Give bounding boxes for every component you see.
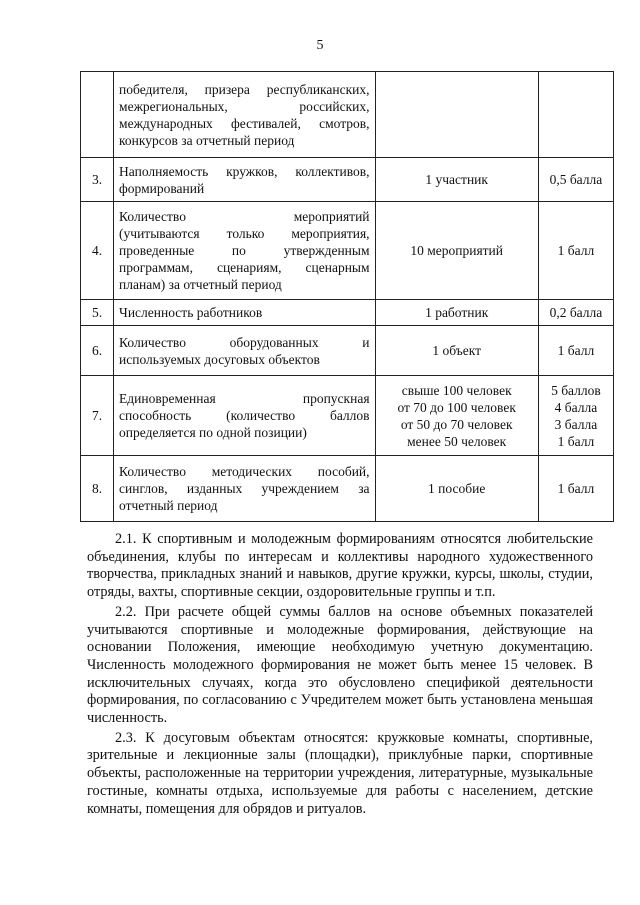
unit-of-measure bbox=[375, 158, 538, 202]
criterion-text-line: планам) за отчетный период bbox=[119, 277, 282, 292]
paragraph-2-2: 2.2. При расчете общей суммы баллов на основе объемных показателей учитываются спортивные и молодежные формирования, действующие на основании Положения, имеющие необходимую учетную документацию. Численность молодежного формирования не может быть менее 15 человек. В исключительных случаях, когда это обусловлено спецификой деятельности формирования, по согласованию с Учредителем может быть установлена меньшая численность. bbox=[87, 603, 593, 727]
table-row bbox=[81, 72, 614, 158]
criterion-text-line: используемых досуговых объектов bbox=[119, 351, 320, 367]
score-value-line: 0,2 балла bbox=[549, 305, 603, 320]
criterion-text-line: формирований bbox=[119, 180, 205, 196]
row-number: 5. bbox=[81, 300, 114, 326]
criterion-text-line: способность (количество баллов bbox=[119, 408, 370, 423]
criterion-text-line: Численность работников bbox=[119, 305, 263, 320]
score-value-line: 1 балл bbox=[557, 433, 595, 449]
table-row bbox=[81, 376, 614, 456]
table-row bbox=[81, 326, 614, 376]
row-number bbox=[81, 72, 114, 158]
score-value bbox=[538, 376, 613, 456]
criterion-text-line: Количество мероприятий bbox=[119, 209, 370, 224]
table-row bbox=[81, 158, 614, 202]
score-value bbox=[538, 456, 613, 522]
table-row bbox=[81, 456, 614, 522]
criterion-text bbox=[114, 456, 375, 522]
unit-of-measure bbox=[375, 326, 538, 376]
row-number: 4. bbox=[81, 202, 114, 300]
unit-of-measure-line: 1 пособие bbox=[428, 481, 486, 496]
row-number: 7. bbox=[81, 376, 114, 456]
criterion-text-line: Количество методических пособий, bbox=[119, 464, 370, 479]
unit-of-measure-line: менее 50 человек bbox=[407, 433, 507, 449]
body-text bbox=[87, 531, 593, 820]
score-value bbox=[538, 158, 613, 202]
score-value-line: 1 балл bbox=[557, 343, 595, 358]
criterion-text-line: синглов, изданных учреждением за bbox=[119, 481, 370, 496]
criterion-text bbox=[114, 158, 375, 202]
row-number: 8. bbox=[81, 456, 114, 522]
score-value bbox=[538, 326, 613, 376]
unit-of-measure bbox=[375, 456, 538, 522]
unit-of-measure bbox=[375, 202, 538, 300]
criterion-text-line: межрегиональных, российских, bbox=[119, 98, 370, 114]
row-number: 6. bbox=[81, 326, 114, 376]
criterion-text-line: определяется по одной позиции) bbox=[119, 425, 307, 440]
criterion-text-line: Единовременная пропускная bbox=[119, 391, 370, 406]
criterion-text bbox=[114, 202, 375, 300]
criterion-text-line: победителя, призера республиканских, bbox=[119, 81, 370, 97]
criterion-text bbox=[114, 300, 375, 326]
score-value-line: 4 балла bbox=[554, 399, 598, 415]
unit-of-measure-line: 1 участник bbox=[425, 172, 488, 187]
page-number: 5 bbox=[316, 38, 324, 53]
table-row bbox=[81, 300, 614, 326]
unit-of-measure bbox=[375, 72, 538, 158]
unit-of-measure-line: от 50 до 70 человек bbox=[400, 416, 513, 432]
score-value-line: 0,5 балла bbox=[549, 172, 603, 187]
criterion-text-line: программам, сценариям, сценарным bbox=[119, 260, 370, 275]
score-value bbox=[538, 202, 613, 300]
unit-of-measure bbox=[375, 376, 538, 456]
criterion-text bbox=[114, 72, 375, 158]
unit-of-measure-line: 10 мероприятий bbox=[410, 243, 504, 258]
criteria-table bbox=[80, 71, 614, 522]
criterion-text-line: (учитываются только мероприятия, bbox=[119, 226, 370, 241]
score-value-line: 1 балл bbox=[557, 481, 595, 496]
table-row bbox=[81, 202, 614, 300]
unit-of-measure bbox=[375, 300, 538, 326]
criterion-text-line: Количество оборудованных и bbox=[119, 334, 370, 350]
unit-of-measure-line: 1 объект bbox=[432, 343, 482, 358]
criterion-text-line: международных фестивалей, смотров, bbox=[119, 115, 370, 131]
criterion-text-line: Наполняемость кружков, коллективов, bbox=[119, 163, 370, 179]
criterion-text bbox=[114, 326, 375, 376]
criterion-text-line: проведенные по утвержденным bbox=[119, 243, 370, 258]
paragraph-2-3: 2.3. К досуговым объектам относятся: кружковые комнаты, спортивные, зрительные и лекционные залы (площадки), приклубные парки, спортивные объекты, расположенные на территории учреждения, литературные, музыкальные гостиные, комнаты отдыха, используемые для работы с населением, детские комнаты, помещения для обрядов и ритуалов. bbox=[87, 729, 593, 817]
row-number: 3. bbox=[81, 158, 114, 202]
criterion-text-line: конкурсов за отчетный период bbox=[119, 132, 295, 148]
score-value bbox=[538, 72, 613, 158]
criterion-text-line: отчетный период bbox=[119, 498, 218, 513]
score-value-line: 3 балла bbox=[554, 416, 598, 432]
unit-of-measure-line: от 70 до 100 человек bbox=[397, 399, 516, 415]
unit-of-measure-line: 1 работник bbox=[425, 305, 489, 320]
unit-of-measure-line: свыше 100 человек bbox=[401, 382, 512, 398]
score-value bbox=[538, 300, 613, 326]
criterion-text bbox=[114, 376, 375, 456]
score-value-line: 1 балл bbox=[557, 243, 595, 258]
score-value-line: 5 баллов bbox=[551, 382, 601, 398]
paragraph-2-1: 2.1. К спортивным и молодежным формированиям относятся любительские объединения, клубы по интересам и коллективы народного художественного творчества, прикладных знаний и навыков, другие кружки, курсы, школы, студии, отряды, вахты, спортивные секции, оздоровительные группы и т.п. bbox=[87, 531, 593, 601]
